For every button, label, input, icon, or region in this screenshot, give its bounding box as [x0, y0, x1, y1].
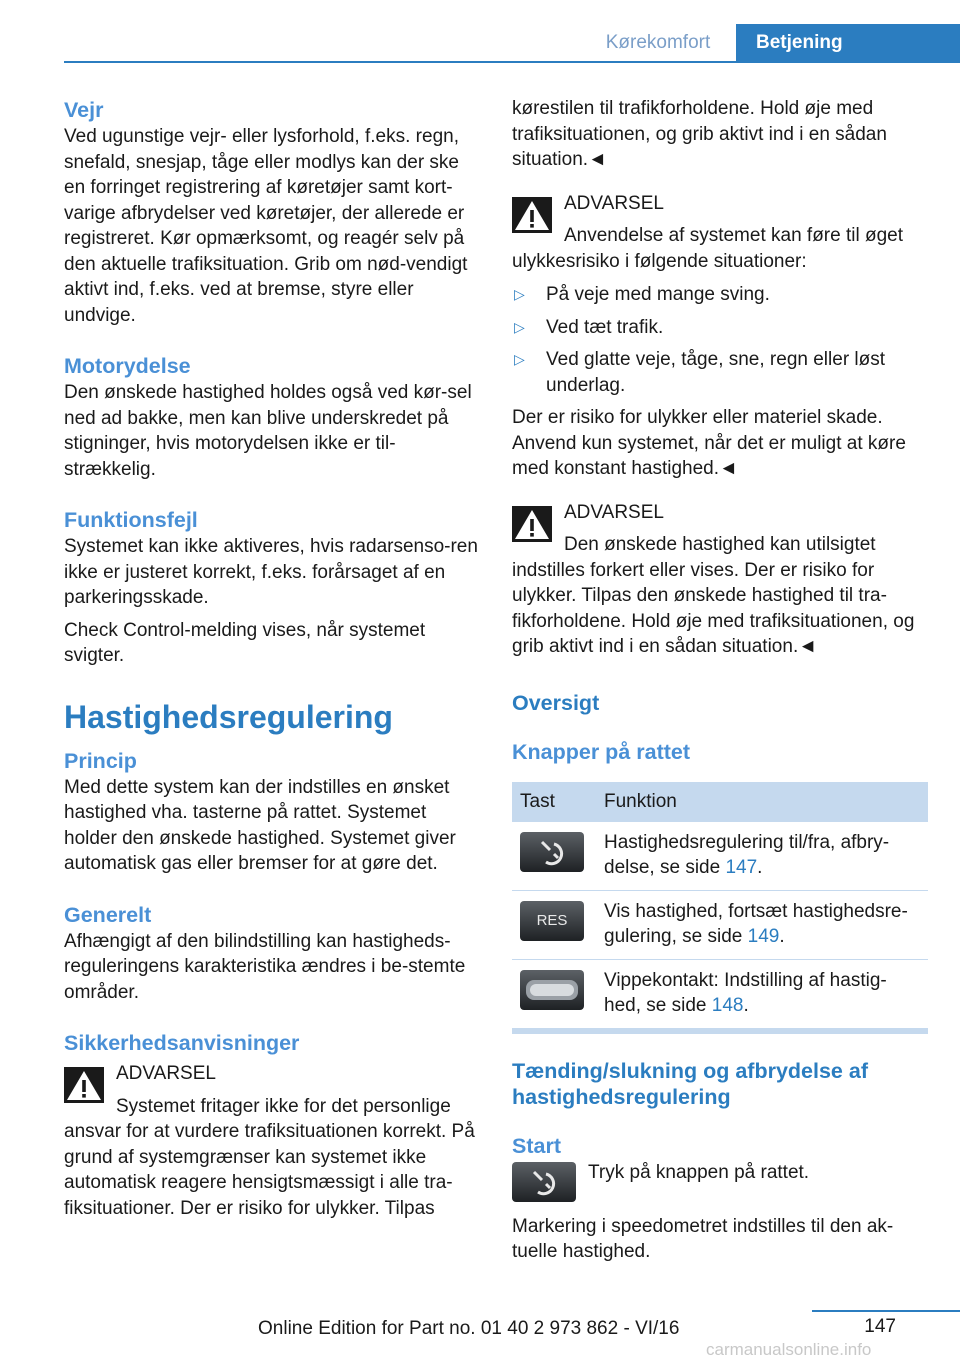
warning-2-text: ulykkesrisiko i følgende situationer: — [512, 250, 807, 272]
header-section-tab: Kørekomfort — [605, 32, 711, 53]
paragraph-generelt: Afhængigt af den bilindstilling kan hastigheds-reguleringens karakteristika ændres i be-stemte områder. — [64, 930, 466, 1003]
heading-start: Start — [512, 1133, 561, 1158]
heading-funktionsfejl: Funktionsfejl — [64, 508, 198, 532]
warning-1-first-line: Systemet fritager ikke for det personlige — [116, 1095, 451, 1117]
cruise-control-icon — [512, 1162, 576, 1202]
paragraph-markering: Markering i speedometret indstilles til den ak-tuelle hastighed. — [512, 1215, 894, 1262]
heading-vejr: Vejr — [64, 98, 104, 122]
paragraph-risk: Der er risiko for ulykker eller materiel skade. Anvend kun systemet, når det er muligt at køre med konstant hastighed.◄ — [512, 407, 906, 479]
table-header-row — [512, 782, 928, 822]
warning-triangle-icon — [64, 1067, 104, 1103]
warning-2-first-line: Anvendelse af systemet kan føre til øget — [564, 225, 903, 246]
paragraph-vejr: Ved ugunstige vejr- eller lysforhold, f.eks. regn, snefald, snesjap, tåge eller modlys kan der ske en forringet registrering af køretøjer samt kort-varige afbrydelser ved køretøjer, der allerede er registreret. Kør opmærksomt, og reagér selv på den aktuelle trafiksituation. Grib om nød-vendigt aktivt ind, f.eks. ved at bremse, styre eller undvige. — [64, 126, 468, 326]
page-link-149[interactable]: 149 — [747, 926, 780, 947]
paragraph-princip: Med dette system kan der indstilles en ønsket hastighed vha. tasterne på rattet. Systemet holder den ønskede hastighed. Systemet giver automatisk gas eller bremser for at gøre det. — [64, 776, 456, 874]
warning-3-title: ADVARSEL — [564, 501, 664, 523]
footer-rule — [812, 1310, 960, 1312]
page-footer — [0, 1310, 960, 1362]
header-rule — [64, 61, 960, 63]
right-column — [512, 96, 928, 1265]
warning-2-title: ADVARSEL — [564, 192, 664, 214]
warning-triangle-icon — [512, 197, 552, 233]
column-header-funktion: Funktion — [596, 782, 928, 822]
table-bottom-rule — [512, 1029, 928, 1034]
button-table — [512, 782, 928, 1029]
bullet-arrow-icon: ▷ — [514, 351, 525, 367]
edition-text: Online Edition for Part no. 01 40 2 973 862 - VI/16 — [258, 1318, 680, 1339]
start-step — [512, 1162, 928, 1206]
warning-triangle-icon — [512, 506, 552, 542]
header-active-tab: Betjening — [736, 24, 960, 62]
cruise-control-icon — [520, 832, 584, 872]
bullet-arrow-icon: ▷ — [514, 318, 525, 335]
warning-box-1 — [64, 1061, 480, 1221]
table-row: Hastighedsregulering til/fra, afbry-delse, se side 147. — [512, 822, 928, 891]
heading-generelt: Generelt — [64, 902, 152, 927]
list-item: ▷ Ved glatte veje, tåge, sne, regn eller løst underlag. — [514, 349, 886, 396]
heading-motorydelse: Motorydelse — [64, 354, 191, 378]
heading-sikkerhedsanvisninger: Sikkerhedsanvisninger — [64, 1031, 300, 1055]
warning-box-3 — [512, 500, 928, 660]
list-item: ▷ På veje med mange sving. — [512, 282, 928, 308]
heading-knapper-paa-rattet: Knapper på rattet — [512, 739, 691, 764]
res-button-icon: RES — [520, 901, 584, 941]
heading-taending: Tænding/slukning og afbrydelse af hastighedsregulering — [512, 1058, 868, 1109]
start-instruction: Tryk på knappen på rattet. — [588, 1161, 810, 1183]
bullet-arrow-icon: ▷ — [514, 286, 525, 302]
situation-list — [512, 282, 928, 398]
paragraph-funktionsfejl-2: Check Control-melding vises, når systemet svigter. — [64, 619, 426, 666]
rocker-switch-icon — [520, 970, 584, 1010]
column-header-tast: Tast — [512, 782, 596, 822]
heading-oversigt: Oversigt — [512, 690, 600, 715]
paragraph-funktionsfejl-1: Systemet kan ikke aktiveres, hvis radarsenso-ren ikke er justeret korrekt, f.eks. forårsaget af en parkeringsskade. — [64, 536, 478, 608]
heading-hastighedsregulering: Hastighedsregulering — [64, 698, 393, 735]
warning-3-first-line: Den ønskede hastighed kan utilsigtet — [564, 534, 876, 555]
warning-1-text: ansvar for at vurdere trafiksituationen korrekt. På grund af systemgrænser kan systemet ikke automatisk reagere hensigtsmæssigt i alle tra-fiksituationer. Der er risiko for ulykker. Tilpas — [64, 1121, 475, 1219]
warning-3-text: indstilles forkert eller vises. Der er risiko for ulykker. Tilpas den ønskede hastighed til tra-fikforholdene. Hold øje med trafiksituationen, og grib aktivt ind i en sådan situation.◄ — [512, 559, 915, 657]
table-row: RES Vis hastighed, fortsæt hastighedsre-gulering, se side 149. — [512, 890, 928, 959]
watermark-text: carmanualsonline.info — [706, 1340, 872, 1359]
list-item: ▷ Ved tæt trafik. — [512, 315, 928, 341]
page-link-147[interactable]: 147 — [725, 857, 758, 878]
table-row: Vippekontakt: Indstilling af hastig-hed, se side 148. — [512, 959, 928, 1028]
left-column — [64, 96, 480, 1221]
paragraph-continued: kørestilen til trafikforholdene. Hold øje med trafiksituationen, og grib aktivt ind i en sådan situation.◄ — [512, 98, 887, 170]
page-header — [0, 24, 960, 62]
warning-box-2 — [512, 191, 928, 275]
heading-princip: Princip — [64, 748, 137, 773]
page-number: 147 — [864, 1316, 896, 1337]
page-link-148[interactable]: 148 — [711, 995, 744, 1016]
warning-1-title: ADVARSEL — [116, 1063, 216, 1084]
paragraph-motorydelse: Den ønskede hastighed holdes også ved kør-sel ned ad bakke, men kan blive underskredet på stigninger, hvis motorydelsen ikke er til-strækkelig. — [64, 382, 472, 480]
